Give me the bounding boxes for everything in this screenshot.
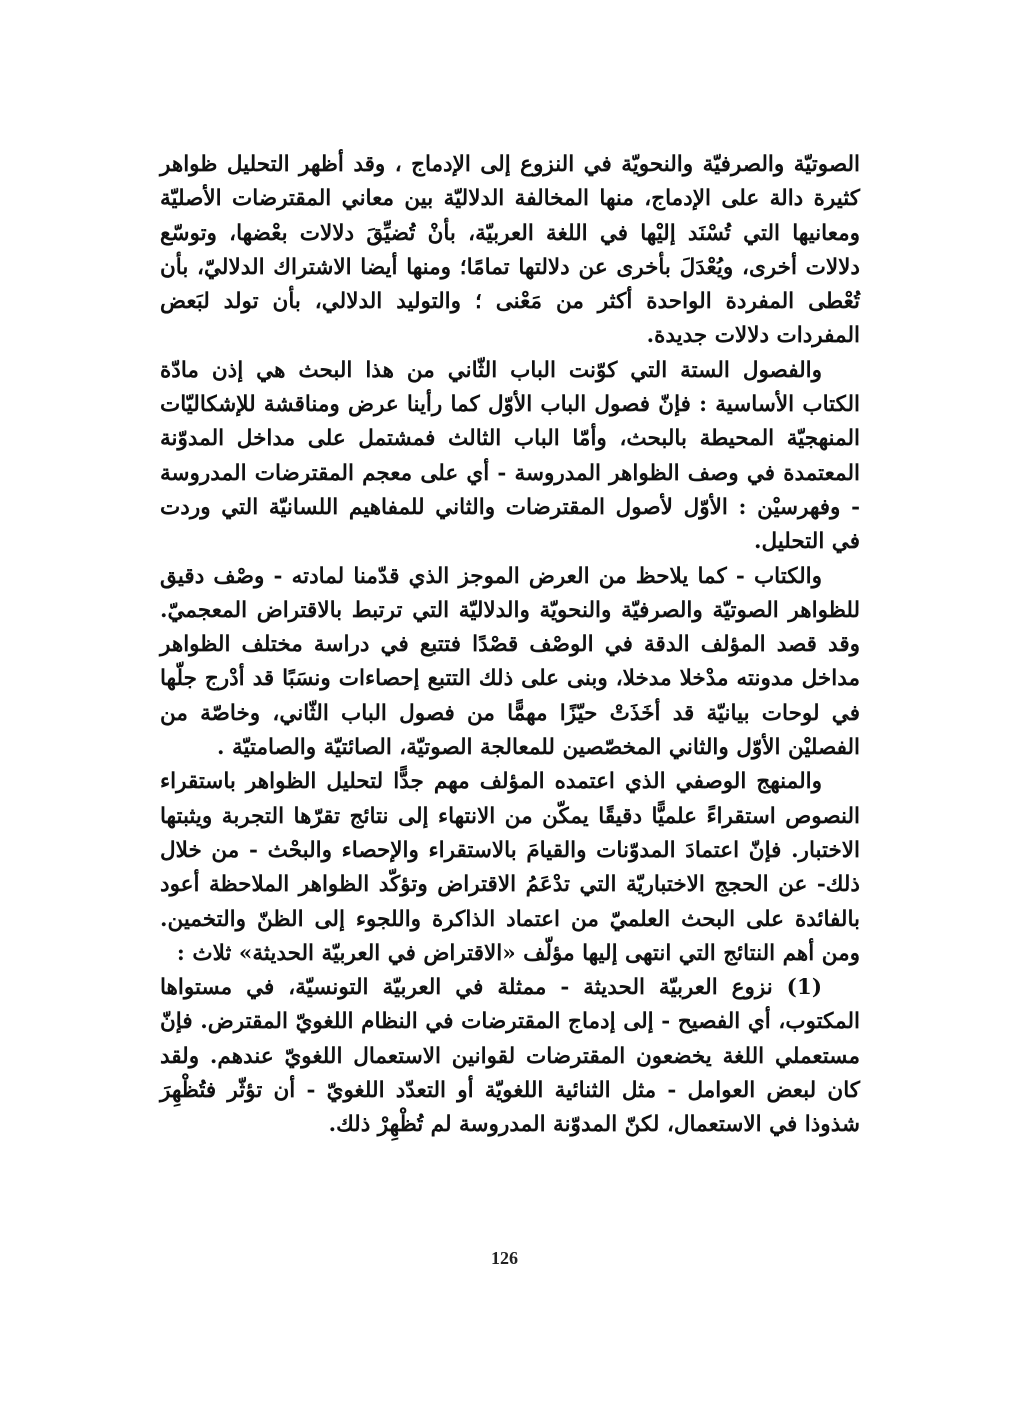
body-text bbox=[160, 148, 860, 1143]
paragraph-2: والفصول الستة التي كوّنت الباب الثّاني من هذا البحث هي إذن مادّة الكتاب الأساسية : فإنّ فصول الباب الأوّل كما رأينا عرض ومناقشة للإشكاليّات المنهجيّة المحيطة بالبحث، وأمّا الباب الثالث فمشتمل على مداخل المدوّنة المعتمدة في وصف الظواهر المدروسة - أي على معجم المقترضات المدروسة - وفهرسيْن : الأوّل لأصول المقترضات والثاني للمفاهيم اللسانيّة التي وردت في التحليل. bbox=[160, 357, 860, 555]
paragraph-5: (1) نزوع العربيّة الحديثة - ممثلة في العربيّة التونسيّة، في مستواها المكتوب، أي الفصيح - إلى إدماج المقترضات في النظام اللغويّ المقترض. فإنّ مستعملي اللغة يخضعون المقترضات لقوانين الاستعمال اللغويّ عندهم. ولقد كان لبعض العوامل - مثل الثنائية اللغويّة أو التعدّد اللغويّ - أن تؤثّر فتُظْهِرَ شذوذا في الاستعمال، لكنّ المدوّنة المدروسة لم تُظْهِرْ ذلك. bbox=[160, 975, 860, 1138]
paragraph-3: والكتاب - كما يلاحظ من العرض الموجز الذي قدّمنا لمادته - وصْف دقيق للظواهر الصوتيّة والصرفيّة والنحويّة والدلاليّة التي ترتبط بالاقتراض المعجميّ. وقد قصد المؤلف الدقة في الوصْف قصْدًا فتتبع في دراسة مختلف الظواهر مداخل مدونته مدْخلا مدخلا، وبنى على ذلك التتبع إحصاءات ونسَبًا قد أدْرج جلّها في لوحات بيانيّة قد أخَذَتْ حيّزًا مهمًّا من فصول الباب الثّاني، وخاصّة من الفصليْن الأوّل والثاني المخصّصين للمعالجة الصوتيّة، الصائتيّة والصامتيّة . bbox=[160, 563, 860, 761]
paragraph-1: الصوتيّة والصرفيّة والنحويّة في النزوع إلى الإدماج ، وقد أظهر التحليل ظواهر كثيرة دالة على الإدماج، منها المخالفة الدلاليّة بين معاني المقترضات الأصليّة ومعانيها التي تُسْنَد إليْها في اللغة العربيّة، بأنْ تُضيِّقَ دلالات بعْضها، وتوسّع دلالات أخرى، ويُعْدَلَ بأخرى عن دلالتها تمامًا؛ ومنها أيضا الاشتراك الدلاليّ، بأن تُعْطى المفردة الواحدة أكثر من مَعْنى ؛ والتوليد الدلالي، بأن تولد لبَعض المفردات دلالات جديدة. bbox=[160, 152, 860, 349]
paragraph-4: والمنهج الوصفي الذي اعتمده المؤلف مهم جدًّا لتحليل الظواهر باستقراء النصوص استقراءً علميًّا دقيقًا يمكّن من الانتهاء إلى نتائج تقرّها التجربة ويثبتها الاختبار. فإنّ اعتمادَ المدوّنات والقيامَ بالاستقراء والإحصاء والبحْث - من خلال ذلك- عن الحجج الاختباريّة التي تدْعَمُ الاقتراض وتؤكّد الظواهر الملاحظة أعود بالفائدة على البحث العلميّ من اعتماد الذاكرة واللجوء إلى الظنّ والتخمين. ومن أهم النتائج التي انتهى إليها مؤلّف «الاقتراض في العربيّة الحديثة» ثلاث : bbox=[160, 769, 860, 966]
page-number: 126 bbox=[491, 1248, 518, 1268]
